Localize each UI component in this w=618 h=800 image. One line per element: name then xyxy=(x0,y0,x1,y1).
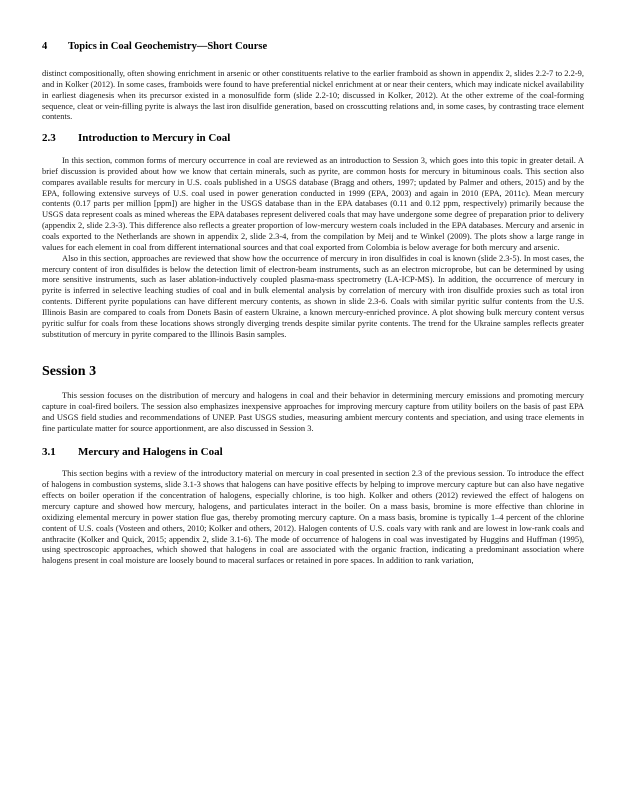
section-heading-2-3 xyxy=(42,133,584,144)
section-title: Introduction to Mercury in Coal xyxy=(78,132,231,145)
page-number: 4 xyxy=(42,41,48,52)
section-title: Mercury and Halogens in Coal xyxy=(78,445,223,458)
session-heading: Session 3 xyxy=(42,364,97,380)
running-title: Topics in Coal Geochemistry—Short Course xyxy=(68,41,268,52)
body-text xyxy=(42,68,584,566)
paragraph: This session focuses on the distribution of mercury and halogens in coal and their behavior in determining mercury emissions and promoting mercury capture in coal-fired boilers. The session also emphasizes inexpensive approaches for improving mercury capture from utility boilers on the basis of past EPA and USGS field studies and recommendations of UNEP. Past USGS studies, measuring ambient mercury contents and speciation, and using trace elements in fine particulate matter for source apportionment, are also discussed in Session 3. xyxy=(42,390,584,433)
section-number: 3.1 xyxy=(42,445,56,458)
section-number: 2.3 xyxy=(42,132,56,145)
paragraph: This section begins with a review of the introductory material on mercury in coal presented in section 2.3 of the previous session. To introduce the effect of halogens in combustion systems, slide 3.1-3 shows that halogens can have positive effects by helping to improve mercury capture but can also have negative effects on boiler operation if the concentration of halogens, especially chlorine, is too high. Kolker and others (2012) reviewed the effect of halogens on mercury capture and showed how mercury, halogens, and particulates interact in the boiler. On a mass basis, bromine is more effective than chlorine in oxidizing elemental mercury in power station flue gas, thereby promoting mercury capture. On a mass basis, bromine is typically 1–4 percent of the chlorine content of U.S. coals (Vosteen and others, 2010; Kolker and others, 2012). Halogen contents of U.S. coals vary with rank and are lowest in low-rank coals and anthracite (Kolker and Quick, 2015; appendix 2, slide 3.1-6). The mode of occurrence of halogens in coal was investigated by Huggins and Huffman (1995), using spectroscopic approaches, which showed that halogens in coal are associated with the organic fraction, indicating a predominant association where halogens present in coal moisture are loosely bound to maceral surfaces or retained in pore spaces. In addition to rank variation, xyxy=(42,468,584,566)
paragraph: Also in this section, approaches are reviewed that show how the occurrence of mercury in iron disulfides in coal is known (slide 2.3-5). In most cases, the mercury content of iron disulfides is below the detection limit of electron-beam instruments, such as an electron microprobe, but can be determined by using more sensitive instruments, such as laser ablation-inductively coupled plasma-mass spectrometry (LA-ICP-MS). In addition, the occurrence of mercury in pyrite is inferred in selective leaching studies of coal and in bulk elemental analysis by correlation of mercury with iron disulfide proxies such as total iron contents. Different pyrite populations can have different mercury contents, as shown in slide 2.3-6. Coals with similar pyritic sulfur contents from the U.S. Illinois Basin are compared to coals from Donets Basin of eastern Ukraine, a known mercury-enriched province. A plot showing bulk mercury content versus pyritic sulfur for coals from these locations shows strongly diverging trends despite similar pyrite contents. The trend for the Ukraine samples reflects greater substitution of mercury in pyrite compared to the Illinois Basin samples. xyxy=(42,252,584,339)
section-heading-3-1 xyxy=(42,447,584,458)
paragraph: In this section, common forms of mercury occurrence in coal are reviewed as an introduction to Session 3, which goes into this topic in greater detail. A brief discussion is provided about how we know that certain minerals, such as pyrite, are common hosts for mercury in bituminous coals. This section also compares available results for mercury in U.S. coals published in a USGS database (Bragg and others, 1997; updated by Palmer and others, 2015) and by the EPA, following extensive surveys of U.S. coal used in power generation conducted in 1999 (EPA, 2003) and again in 2010 (EPA, 2011c). Mean mercury contents (0.17 parts per million [ppm]) are higher in the USGS database than in the EPA databases (0.11 and 0.12 ppm, respectively) primarily because the USGS data represent coals as mined whereas the EPA databases represent delivered coals that may have undergone some degree of preparation prior to delivery (appendix 2, slide 2.3-3). This difference also reflects a greater proportion of low-mercury western coals included in the EPA databases. Mercury and arsenic in coals exported to the Netherlands are shown in appendix 2, slide 2.3-4, from the compilation by Meij and te Winkel (2009). The plots show a large range in values for each element in coal from different international sources and that coal exported from Colombia is below average for both mercury and arsenic. xyxy=(42,155,584,252)
paragraph-intro: distinct compositionally, often showing enrichment in arsenic or other constituents relative to the earlier framboid as shown in appendix 2, slides 2.2-7 to 2.2-9, and in Kolker (2012). In some cases, framboids were found to have preferential nickel enrichment at or near their centers, which may indicate nickel availability in earliest diagenesis when its precursor existed in a monosulfide form (slide 2.2-10; discussed in Kolker, 2012). At the other extreme of the coal-forming sequence, cleat or vein-filling pyrite is always the last iron disulfide generation, based on crosscutting relations and, in some cases, by contrasting trace element contents. xyxy=(42,68,584,122)
running-header xyxy=(42,41,267,52)
